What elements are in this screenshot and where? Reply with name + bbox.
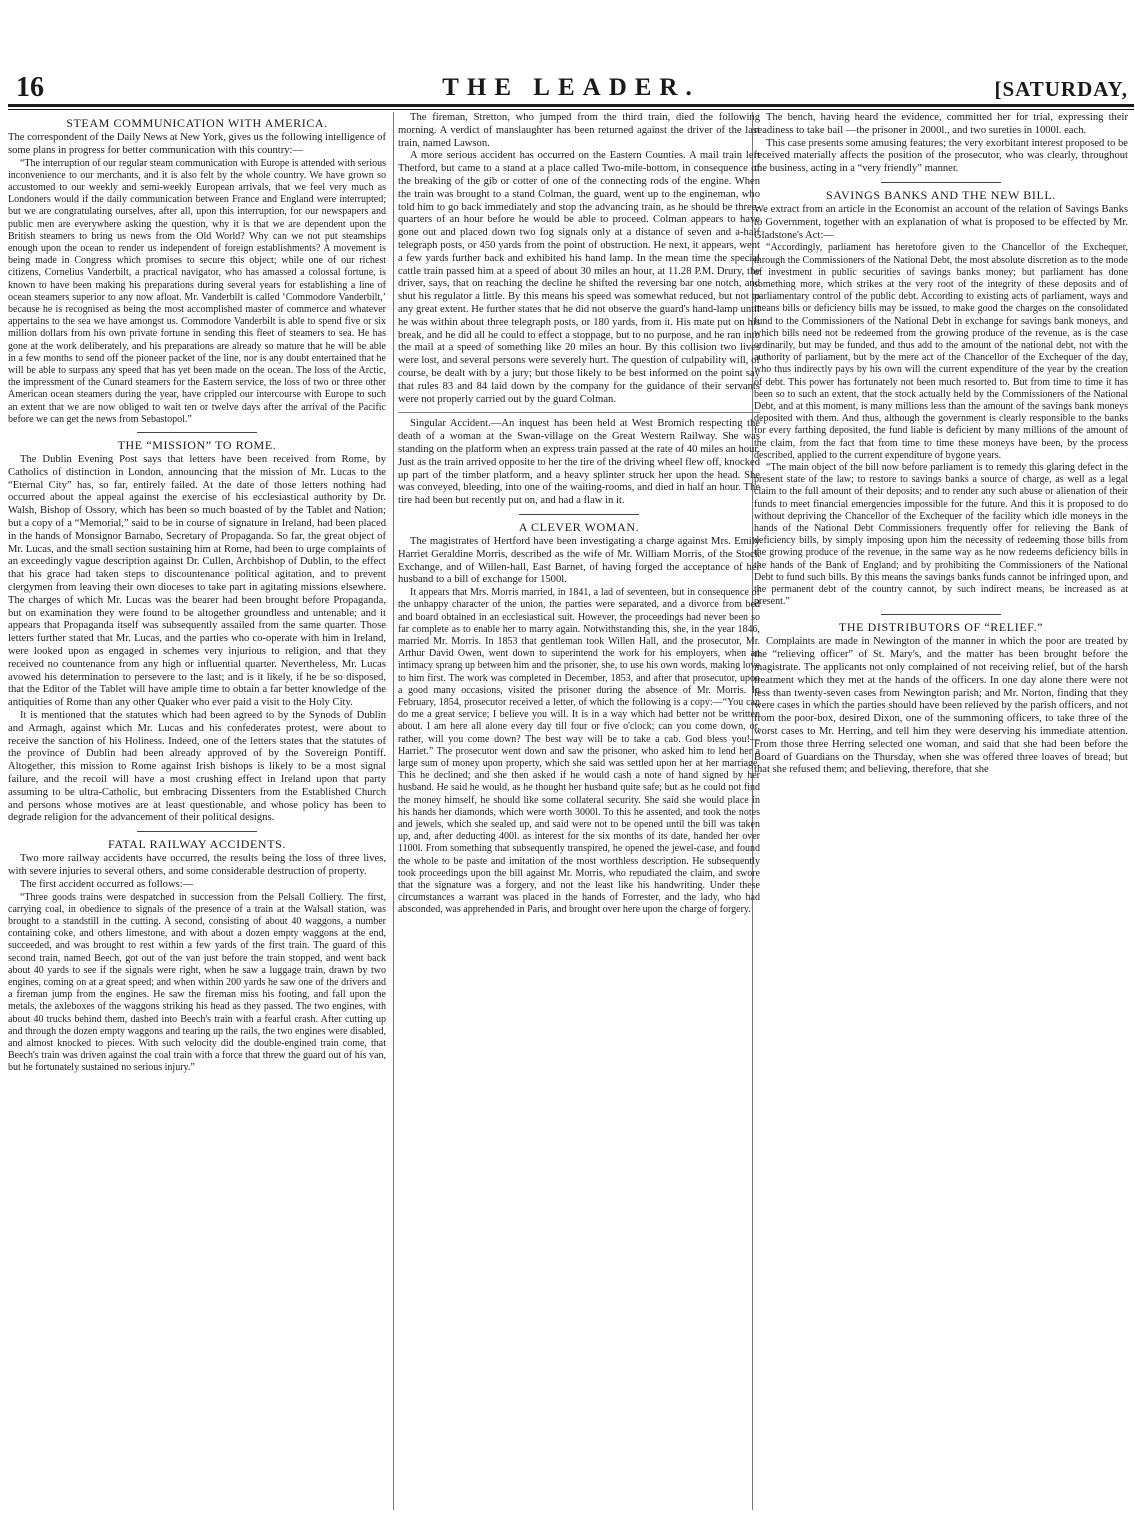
article-quote: “Three goods trains were despatched in succession from the Pelsall Colliery. The first, carrying coal, in obedience to signals of the presence of a train at the Walsall station, was brought to a standstill in the cutting. A second, consisting of about 40 waggons, a number containing coke, and others limestone, and with about a dozen empty waggons at the end, succeeded, and was brought to rest within a few yards of the first train. The guard of this second train, named Beech, got out of the van just before the train stopped, and went back about 40 yards to see if the signals were right, when he saw a luggage train, drawn by two engines, coming on at a great speed; and when within 200 yards he saw one of the drivers and a fireman jump from the engines. He saw the fireman miss his footing, and fall upon the metals, the axleboxes of the waggons striking his head as they passed. The two engines, with about 40 trucks behind them, dashed into Beech's train with a fearful crash. After cutting up and through the dozen empty waggons and tearing up the rails, the two engines were disabled, and almost knocked to pieces. With such velocity did the double-engined train come, that Beech's train was driven against the coal train with a force that threw the guard out of his van, but he fortunately sustained no serious injury.” bbox=[8, 891, 386, 1074]
article-heading: THE “MISSION” TO ROME. bbox=[117, 438, 277, 453]
article-heading: THE DISTRIBUTORS OF “RELIEF.” bbox=[838, 620, 1044, 635]
column-3 bbox=[754, 112, 1128, 1510]
section-divider bbox=[881, 614, 1001, 615]
column-2 bbox=[398, 112, 760, 1510]
page-number: 16 bbox=[16, 72, 44, 103]
article-paragraph: This case presents some amusing features; the very exorbitant interest proposed to be received materially affects the position of the prosecutor, who was clearly, throughout the business, acting in a “very friendly” manner. bbox=[754, 137, 1128, 175]
masthead bbox=[8, 74, 1134, 102]
section-divider bbox=[398, 412, 760, 413]
article-paragraph: The Dublin Evening Post says that letters have been received from Rome, by Catholics of distinction in London, announcing that the mission of Mr. Lucas to the “Eternal City” has, so far, entirely failed. At the date of those letters nothing had occurred about the appeal against the exercise of his ecclesiastical authority by Dr. Walsh, Bishop of Ossory, which has been so much boasted of by the Tablet and Nation; but a copy of a “Memorial,” said to be in course of signature in Ireland, had been placed in the hands of Monsignor Barnabo, Secretary of Propaganda. So far, the great object of Mr. Lucas, and the small section sustaining him at Rome, had been to urge complaints of an exceedingly vague description against Dr. Cullen, Archbishop of Dublin, to the effect that his grace had taken steps to discountenance political agitation, and to prevent clergymen from leaving their own dioceses to take part in agitating missions elsewhere. The charges of which Mr. Lucas was the bearer had been brought before Propaganda, but on examination they were found to be altogether groundless and untenable; and it appears that Propaganda itself was subsequently assailed from the same quarter. Those letters further stated that Mr. Lucas, and the parties who co-operate with him in Ireland, were looked upon as engaged in schemes very injurious to religion, and that they received no countenance from any high or influential quarter. Nevertheless, Mr. Lucas avowed his determination to persevere to the last; and is it likely, if he be so disposed, that the Editor of the Tablet will have ample time to obtain a far better knowledge of the antiquities of Rome than any other Quaker who ever paid a visit to the Holy City. bbox=[8, 454, 386, 709]
article-paragraph: We extract from an article in the Economist an account of the relation of Savings Banks to Government, together with an explanation of what is proposed to be effected by Mr. Gladstone's Act:— bbox=[754, 203, 1128, 241]
article-quote: “The main object of the bill now before parliament is to remedy this glaring defect in the present state of the law; to restore to savings banks a source of charge, as well as a legal claim to the full amount of their deposits; and to render any such abuse or alienation of their funds to meet financial emergencies impossible for the future. And this it is proposed to do without depriving the Chancellor of the Exchequer of the facility which idle moneys in the hands of the National Debt Commissioners frequently offer for relieving the Bank of deficiency bills, by simply imposing upon him the necessity of redeeming those bills from the growing produce of the revenue, in the same way as he now redeems deficiency bills in the hands of the Bank of England; and by prohibiting the Commissioners of the National Debt to fund such bills. By this means the savings banks funds cannot be infringed upon, and the permanent debt of the country cannot, by such indirect means, be increased as at present.” bbox=[754, 462, 1128, 608]
article-heading: SAVINGS BANKS AND THE NEW BILL. bbox=[826, 187, 1056, 202]
article-paragraph: Singular Accident.—An inquest has been held at West Bromich respecting the death of a woman at the Swan-village on the Great Western Railway. She was standing on the platform when an express train passed at the rate of 40 miles an hour. Just as the train arrived opposite to her the tire of the driving wheel flew off, knocked up part of the timber platform, and a heavy splinter struck her upon the head. She was conveyed, bleeding, into one of the waiting-rooms, and died in half an hour. The tire had been but recently put on, and had a flaw in it. bbox=[398, 418, 760, 507]
article-heading: FATAL RAILWAY ACCIDENTS. bbox=[108, 837, 286, 852]
article-paragraph: It appears that Mrs. Morris married, in 1841, a lad of seventeen, but in consequence of the unhappy character of the union, the parties were separated, and a divorce from bed and board obtained in an ecclesiastical suit. However, the proceedings had never been so far complete as to enable her to marry again. Notwithstanding this, she, in the year 1846, married Mr. Morris. In 1853 that gentleman took Willen Hall, and the prosecutor, Mr. Arthur David Owen, went down to superintend the work for his employers, when an intimacy sprang up between him and the prisoner, she, to use his own words, making love to him first. The work was completed in December, 1853, and after that prosecutor, upon a good many occasions, visited the prisoner during the absence of Mr. Morris. In February, 1854, prosecutor received a letter, of which the following is a copy:—“You can do me a great service; I believe you will. It is in a way which had better not be written about. I am here all alone every day till four or five o'clock; can you come down, or, rather, will you come down? The best way will be to take a cab. God bless you!—Harriet.” The prosecutor went down and saw the prisoner, who asked him to lend her a large sum of money upon property, which she said was settled upon her at her marriage. This he declined; and she then asked if he would cash a note of hand signed by her husband. He said he would, as he thought her husband quite safe; but as he could not find the money himself, he should like some collateral security. She said she would place in his hands her diamonds, which were worth 3000l. To this he assented, and took the notes and jewels, which she sealed up, and said were not to be opened until the bill was taken up, and, after deducting 400l. as interest for the six months of its date, handed her over 1100l. From something that subsequently transpired, he opened the jewel-case, and found the whole to be paste and imitation of the most worthless description. He subsequently took proceedings upon the bill against Mr. Morris, who repudiated the claim, and swore that the signature was a forgery, and not the least like his handwriting. Under these circumstances a warrant was placed in the hands of Forrester, and the lady, who had absconded, was apprehended in Paris, and brought over here upon the charge of forgery. bbox=[398, 587, 760, 916]
section-divider bbox=[519, 514, 639, 515]
article-heading: A CLEVER WOMAN. bbox=[518, 519, 640, 534]
column-1 bbox=[8, 112, 386, 1510]
article-paragraph: The first accident occurred as follows:— bbox=[20, 878, 194, 890]
paper-title: THE LEADER. bbox=[442, 74, 700, 101]
section-divider bbox=[881, 182, 1001, 183]
article-quote: “Accordingly, parliament has heretofore given to the Chancellor of the Exchequer, through the Commissioners of the National Debt, the most absolute discretion as to the mode of investment in public securities of savings banks money; but parliament has done something more, which strikes at the very root of the integrity of these deposits and of parliamentary control of the public debt. According to existing acts of parliament, ways and means bills or deficiency bills may be issued, to make good the charges on the consolidated fund to the Commissioners of the National Debt in exchange for savings bank moneys, and which bills need not be redeemed from the growing produce of the revenue, as is the case ordinarily, but may be funded, and thus add to the amount of the national debt, not with the authority of parliament, but by the mere act of the Chancellor of the Exchequer of the day, who thus indirectly pays by his own will the current expenditure of the year by the creation of debt. This power has fortunately not been much resorted to. But from time to time it has been so to such an extent, that the stock actually held by the Commissioners of the National Debt, and at this moment, is many millions less than the amount of the savings bank moneys deposited with them. And thus, although the government is clearly responsible to the banks for every farthing deposited, the fund liable is deficient by many millions of the amount of the claim, from the fact that from time to time these moneys have been, by the process described, applied to the current expenditure of bygone years. bbox=[754, 242, 1128, 461]
section-divider bbox=[137, 432, 257, 433]
section-divider bbox=[137, 831, 257, 832]
article-paragraph: The fireman, Stretton, who jumped from the third train, died the following morning. A verdict of manslaughter has been returned against the driver of the last train, named Lawson. bbox=[398, 112, 760, 149]
article-paragraph: The correspondent of the Daily News at New York, gives us the following intelligence of some plans in progress for better communication with this country:— bbox=[8, 132, 386, 156]
article-paragraph: The bench, having heard the evidence, committed her for trial, expressing their readiness to take bail —the prisoner in 2000l., and two sureties in 1000l. each. bbox=[754, 112, 1128, 136]
article-quote: “The interruption of our regular steam communication with Europe is attended with serious inconvenience to our merchants, and it is also felt by the whole country. We have grown so accustomed to our weekly and semi-weekly European arrivals, that we feel very much as Londoners would if the daily communication between France and England were interrupted; but we are congratulating ourselves, after all, upon this interruption, for our newspapers and public men are everywhere asking the question, why it is that we are dependent upon the British steamers to bring us news from the Old World? Why can we not put steamships enough upon the ocean to render us independent of foreign establishments? A movement is being made in Congress which promises to secure this object; while one of our richest citizens, Cornelius Vanderbilt, a practical navigator, who has amassed a colossal fortune, is known to have been making his preparations during several years for establishing a line of ocean steamers superior to any now afloat. Mr. Vanderbilt is called ‘Commodore Vanderbilt,’ because he is recognised as being the most accomplished master of commerce and whatever appertains to the sea we have amongst us. Commodore Vanderbilt is able to spend five or six million dollars from his own private fortune in sending this fleet of steamers to sea. He has gone at the work deliberately, and his preparations are already so mature that he will be able in a few months to send off the pioneer packet of the line, nor is any doubt entertained that he will be able to surpass any speed that has yet been made on the ocean. The loss of the Arctic, the impressment of the Cunard steamers for the Eastern service, the loss of two or three other American ocean steamers during the year, have crippled our intercourse with Europe to such an extent that we are now obliged to wait ten or twelve days after the arrival of the Pacific before we can get the news from Sebastopol.” bbox=[8, 157, 386, 425]
issue-day: [SATURDAY, bbox=[994, 77, 1128, 101]
masthead-rule-thin bbox=[8, 109, 1134, 110]
column-divider bbox=[393, 112, 394, 1510]
article-paragraph: The magistrates of Hertford have been investigating a charge against Mrs. Emily Harriet Geraldine Morris, described as the wife of Mr. William Morris, of the Stock Exchange, and of Willen-hall, East Barnet, of having forged the acceptance of her husband to a bill of exchange for 1500l. bbox=[398, 535, 760, 586]
article-paragraph: It is mentioned that the statutes which had been agreed to by the Synods of Dublin and Armagh, against which Mr. Lucas and his confederates protest, were about to receive the sanction of his Holiness. Indeed, one of the letters states that the statutes of the province of Dublin had been already approved of by the Sovereign Pontiff. Altogether, this mission to Rome against Irish bishops is likely to be a most signal failure, and the recoil will have a most crushing effect in Ireland upon that party assuming to be ultra-Catholic, but embracing Dissenters from the Established Church and persons whose motives are at least questionable, and whose policy has been to degrade religion for the advancement of their political designs. bbox=[8, 710, 386, 824]
article-paragraph: Complaints are made in Newington of the manner in which the poor are treated by the “relieving officer” of St. Mary's, and the matter has been brought before the magistrate. The applicants not only complained of not receiving relief, but of the harsh treatment which they met at the hands of the officers. In one day alone there were not less than twenty-seven cases from Newington parish; and Mr. Norton, finding that they were cases in which the parties should have been relieved by the parish officers, and not from the poor-box, desired Dixon, one of the summoning officers, to take three of the worst cases to Mr. Herring, and tell him they were deserving his immediate attention. From those three Herring selected one woman, and said that she had been before the Board of Guardians on the Thursday, when she was offered three loaves of bread; but that she refused them; and believing, therefore, that she bbox=[754, 636, 1128, 776]
article-paragraph: Two more railway accidents have occurred, the results being the loss of three lives, with severe injuries to several others, and some considerable destruction of property. bbox=[8, 853, 386, 877]
masthead-rule-thick bbox=[8, 104, 1134, 107]
article-heading: STEAM COMMUNICATION WITH AMERICA. bbox=[66, 116, 328, 130]
article-paragraph: A more serious accident has occurred on the Eastern Counties. A mail train left Thetford, but came to a stand at a place called Two-mile-bottom, in consequence of the breaking of the gib or cotter of one of the connecting rods of the engine. When the train was brought to a stand Colman, the guard, went up to the engineman, who told him to go back immediately and stop the advancing train, as he should be three-quarters of an hour before he would be able to proceed. Colman appears to have gone out and placed down two fog signals only at a distance of seven and a-half telegraph posts, or 450 yards from the point of obstruction. He next, it appears, went a few yards further back and exhibited his hand lamp. In the mean time the special cattle train passed him at a speed of about 30 miles an hour, at 11.28 P.M. Drury, the driver, says, that on reaching the decline he shifted the reversing bar one notch, and shut his regulator a little. By this means his speed was somewhat reduced, but not to any great extent. He further states that he did not observe the guard's hand-lamp until he was within about three telegraph posts, or 180 yards, from it. His mate put on his break, and he did all he could to effect a stoppage, but to no purpose, and he ran into the mail at a speed of something like 20 miles an hour. By this collision two lives were lost, and several persons were severely hurt. The question of culpability will, of course, be dealt with by a jury; but those likely to be best informed on the point say that rules 83 and 84 laid down by the company for the guidance of their servants were not properly carried out by the guard Colman. bbox=[398, 150, 760, 405]
